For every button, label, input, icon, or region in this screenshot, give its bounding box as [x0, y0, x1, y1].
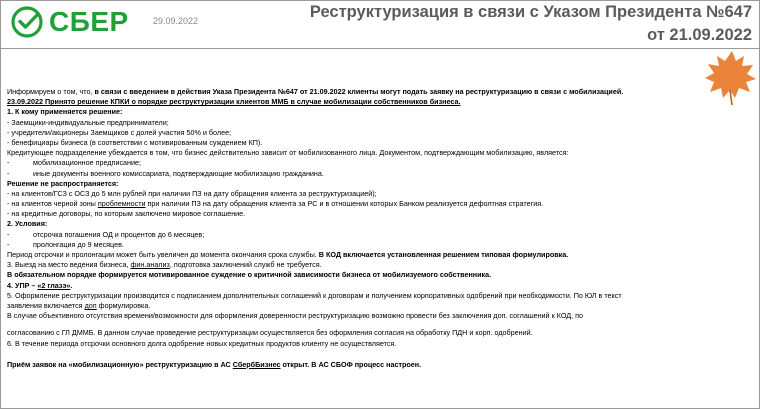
section-4: [7, 281, 759, 291]
spacer: [7, 349, 759, 360]
section-5-line-2: [7, 301, 759, 311]
list-item: - на клиентов/ГСЗ с ОСЗ до 5 млн рублей при наличии ПЗ на дату обращения клиента за реструктуризацией);: [7, 188, 377, 198]
section-1-heading: 1. К кому применяется решение:: [7, 107, 123, 117]
section-4-text: 4. УПР –: [7, 280, 38, 290]
list-dash: -: [7, 158, 10, 168]
section-5-text: доп: [84, 300, 97, 310]
verification-text: Кредитующее подразделение убеждается в том, что бизнес действительно зависит от мобилизованного лица. Документом, подтверждающим мобилизацию, является:: [7, 148, 569, 158]
list-item: - на кредитные договоры, по которым заключено мировое соглашение.: [7, 209, 246, 219]
list-item: [7, 169, 759, 179]
list-item: - учредители/акционеры Заемщиков с долей участия 50% и более;: [7, 127, 232, 137]
section-3-text: 3. Выезд на место ведения бизнеса,: [7, 260, 131, 270]
page-title: [282, 1, 752, 47]
mandatory-text: В обязательном порядке формируется мотивированное суждение о критичной зависимости бизнеса от мобилизуемого собственника.: [7, 270, 492, 280]
section-3: [7, 260, 759, 270]
list-dash: -: [7, 239, 10, 249]
section-3-text: , подготовка заключений служб не требуется.: [169, 260, 322, 270]
section-5-text: заявления включается: [7, 300, 85, 310]
sber-logo-icon: [10, 5, 44, 39]
final-text: СбербБизнес: [232, 359, 281, 369]
list-item-text: пролонгация до 9 месяцев.: [33, 239, 124, 249]
final-text: Приём заявок на «мобилизационную» реструктуризацию в АС: [7, 359, 233, 369]
title-line-2: от 21.09.2022: [647, 26, 752, 44]
list-item-text: при наличии ПЗ на дату обращения клиента за РС и в отношении которых Банком реализуется дефолтная стратегия.: [145, 199, 544, 209]
final-note: [7, 360, 759, 370]
final-text: открыт. В АС СБОФ процесс настроен.: [280, 359, 422, 369]
list-item-text: отсрочка погашения ОД и процентов до 6 месяцев;: [33, 229, 205, 239]
exclusions-heading: Решение не распространяется:: [7, 178, 119, 188]
section-2-heading: 2. Условия:: [7, 219, 48, 229]
announcement-body: [7, 87, 759, 370]
logo-text: СБЕР: [49, 6, 129, 37]
list-dash: -: [7, 229, 10, 239]
slide-date: 29.09.2022: [153, 16, 199, 26]
extension-text: [7, 250, 759, 260]
section-4-text: .: [70, 280, 73, 290]
title-line-1: Реструктуризация в связи с Указом Президента №647: [309, 3, 752, 21]
extension-plain: Период отсрочки и пролонгации может быть увеличен до момента окончания срока службы.: [7, 250, 319, 259]
section-4-text: «2 глазэ»: [37, 280, 71, 290]
list-item: - бенефициары бизнеса (в соответствии с мотивированным суждением КП).: [7, 137, 263, 147]
list-item-text: проблемности: [97, 199, 146, 209]
list-item: [7, 240, 759, 250]
section-5-line-1: 5. Оформление реструктуризации производится с подписанием дополнительных соглашений к договорам и получением корпоративных одобрений при необходимости. По ЮЛ в текст: [7, 290, 622, 300]
intro-text: Информируем о том, что,: [7, 87, 95, 96]
kpki-decision: 23.09.2022 Принято решение КПКИ о порядке реструктуризации клиентов ММБ в случае мобилизации собственников бизнеса.: [7, 97, 461, 107]
list-item: [7, 199, 759, 209]
section-3-text: фин.анализ: [130, 260, 170, 270]
list-item-text: мобилизационное предписание;: [33, 158, 142, 168]
list-item-text: - на клиентов черной зоны: [7, 199, 98, 209]
section-5-text: формулировка.: [96, 300, 151, 310]
spacer: [7, 321, 759, 328]
list-item: [7, 230, 759, 240]
list-item-text: иные документы военного комиссариата, подтверждающие мобилизацию гражданина.: [33, 168, 324, 178]
list-dash: -: [7, 168, 10, 178]
section-6: 6. В течение периода отсрочки основного долга одобрение новых кредитных продуктов клиенту не осуществляется.: [7, 338, 397, 348]
intro-bold-text: в связи с введением в действия Указа Президента №647 от 21.09.2022 клиенты могут подать заявку на реструктуризацию в связи с мобилизацией.: [94, 87, 624, 96]
sber-logo: [10, 5, 129, 39]
absence-line-1: В случае объективного отсутствия времени/возможности для оформления доверенности реструктуризацию возможно провести без заключения доп. соглашений к КОД, по: [7, 311, 584, 321]
absence-line-2: согласованию с ГЛ ДММБ. В данном случае проведение реструктуризации осуществляется без оформления согласия на обработку ПДН и корп. одобрений.: [7, 328, 533, 338]
intro-line-1: [7, 87, 759, 97]
extension-bold: В КОД включается установленная решением типовая формулировка.: [318, 250, 569, 259]
list-item: [7, 158, 759, 168]
list-item: - Заемщики-индивидуальные предприниматели;: [7, 117, 169, 127]
header-divider: [0, 48, 760, 49]
